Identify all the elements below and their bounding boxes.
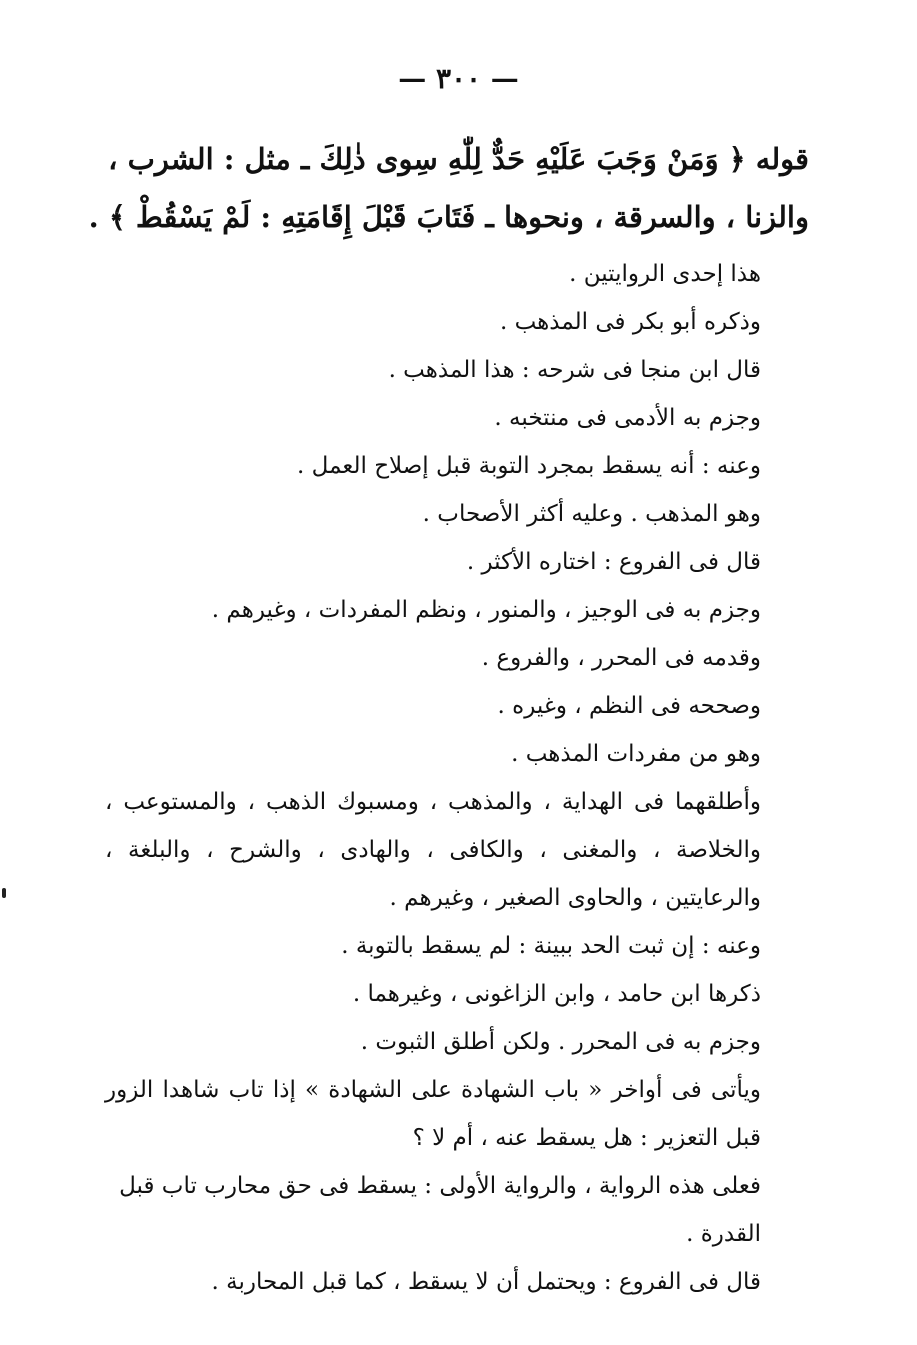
paragraph: فعلى هذه الرواية ، والرواية الأولى : يسقط فى حق محارب تاب قبل القدرة .: [119, 1173, 761, 1247]
paragraph: وقدمه فى المحرر ، والفروع .: [481, 645, 761, 671]
paragraph: وعنه : إن ثبت الحد ببينة : لم يسقط بالتوبة .: [341, 933, 761, 959]
paragraph: وهو من مفردات المذهب .: [511, 741, 761, 767]
paragraph: وذكره أبو بكر فى المذهب .: [499, 309, 761, 335]
paragraph: قال ابن منجا فى شرحه : هذا المذهب .: [388, 357, 761, 383]
paragraph: وصححه فى النظم ، وغيره .: [497, 693, 761, 719]
paragraph: وهو المذهب . وعليه أكثر الأصحاب .: [422, 501, 761, 527]
scan-edge-mark: [2, 888, 6, 898]
paragraph: هذا إحدى الروايتين .: [569, 261, 761, 287]
paragraph: وجزم به فى الوجيز ، والمنور ، ونظم المفردات ، وغيرهم .: [211, 597, 761, 623]
paragraph: قال فى الفروع : اختاره الأكثر .: [466, 549, 761, 575]
paragraph: ذكرها ابن حامد ، وابن الزاغونى ، وغيرهما .: [352, 981, 761, 1007]
body-text: [105, 250, 809, 1306]
heading-line: قوله ﴿ وَمَنْ وَجَبَ عَلَيْهِ حَدٌّ لِلّٰهِ سِوى ذٰلِكَ ـ مثل : الشرب ،: [108, 142, 809, 176]
paragraph: قال فى الفروع : ويحتمل أن لا يسقط ، كما قبل المحاربة .: [211, 1269, 761, 1295]
paragraph: وجزم به الأدمى فى منتخبه .: [494, 405, 761, 431]
paragraph: ويأتى فى أواخر « باب الشهادة على الشهادة » إذا تاب شاهدا الزور قبل التعزير : هل يسقط عنه ، أم لا ؟: [105, 1077, 761, 1151]
heading-line: والزنا ، والسرقة ، ونحوها ـ فَتَابَ قَبْلَ إِقَامَتِهِ : لَمْ يَسْقُطْ ﴾ .: [88, 200, 809, 234]
paragraph: وعنه : أنه يسقط بمجرد التوبة قبل إصلاح العمل .: [297, 453, 761, 479]
section-heading: [88, 130, 809, 246]
paragraph: وجزم به فى المحرر . ولكن أطلق الثبوت .: [360, 1029, 761, 1055]
page-number: — ٣٠٠ —: [398, 62, 519, 95]
paragraph: وأطلقهما فى الهداية ، والمذهب ، ومسبوك الذهب ، والمستوعب ، والخلاصة ، والمغنى ، والكافى ، والهادى ، والشرح ، والبلغة ، والرعايتين ، والحاوى الصغير ، وغيرهم .: [105, 789, 761, 911]
